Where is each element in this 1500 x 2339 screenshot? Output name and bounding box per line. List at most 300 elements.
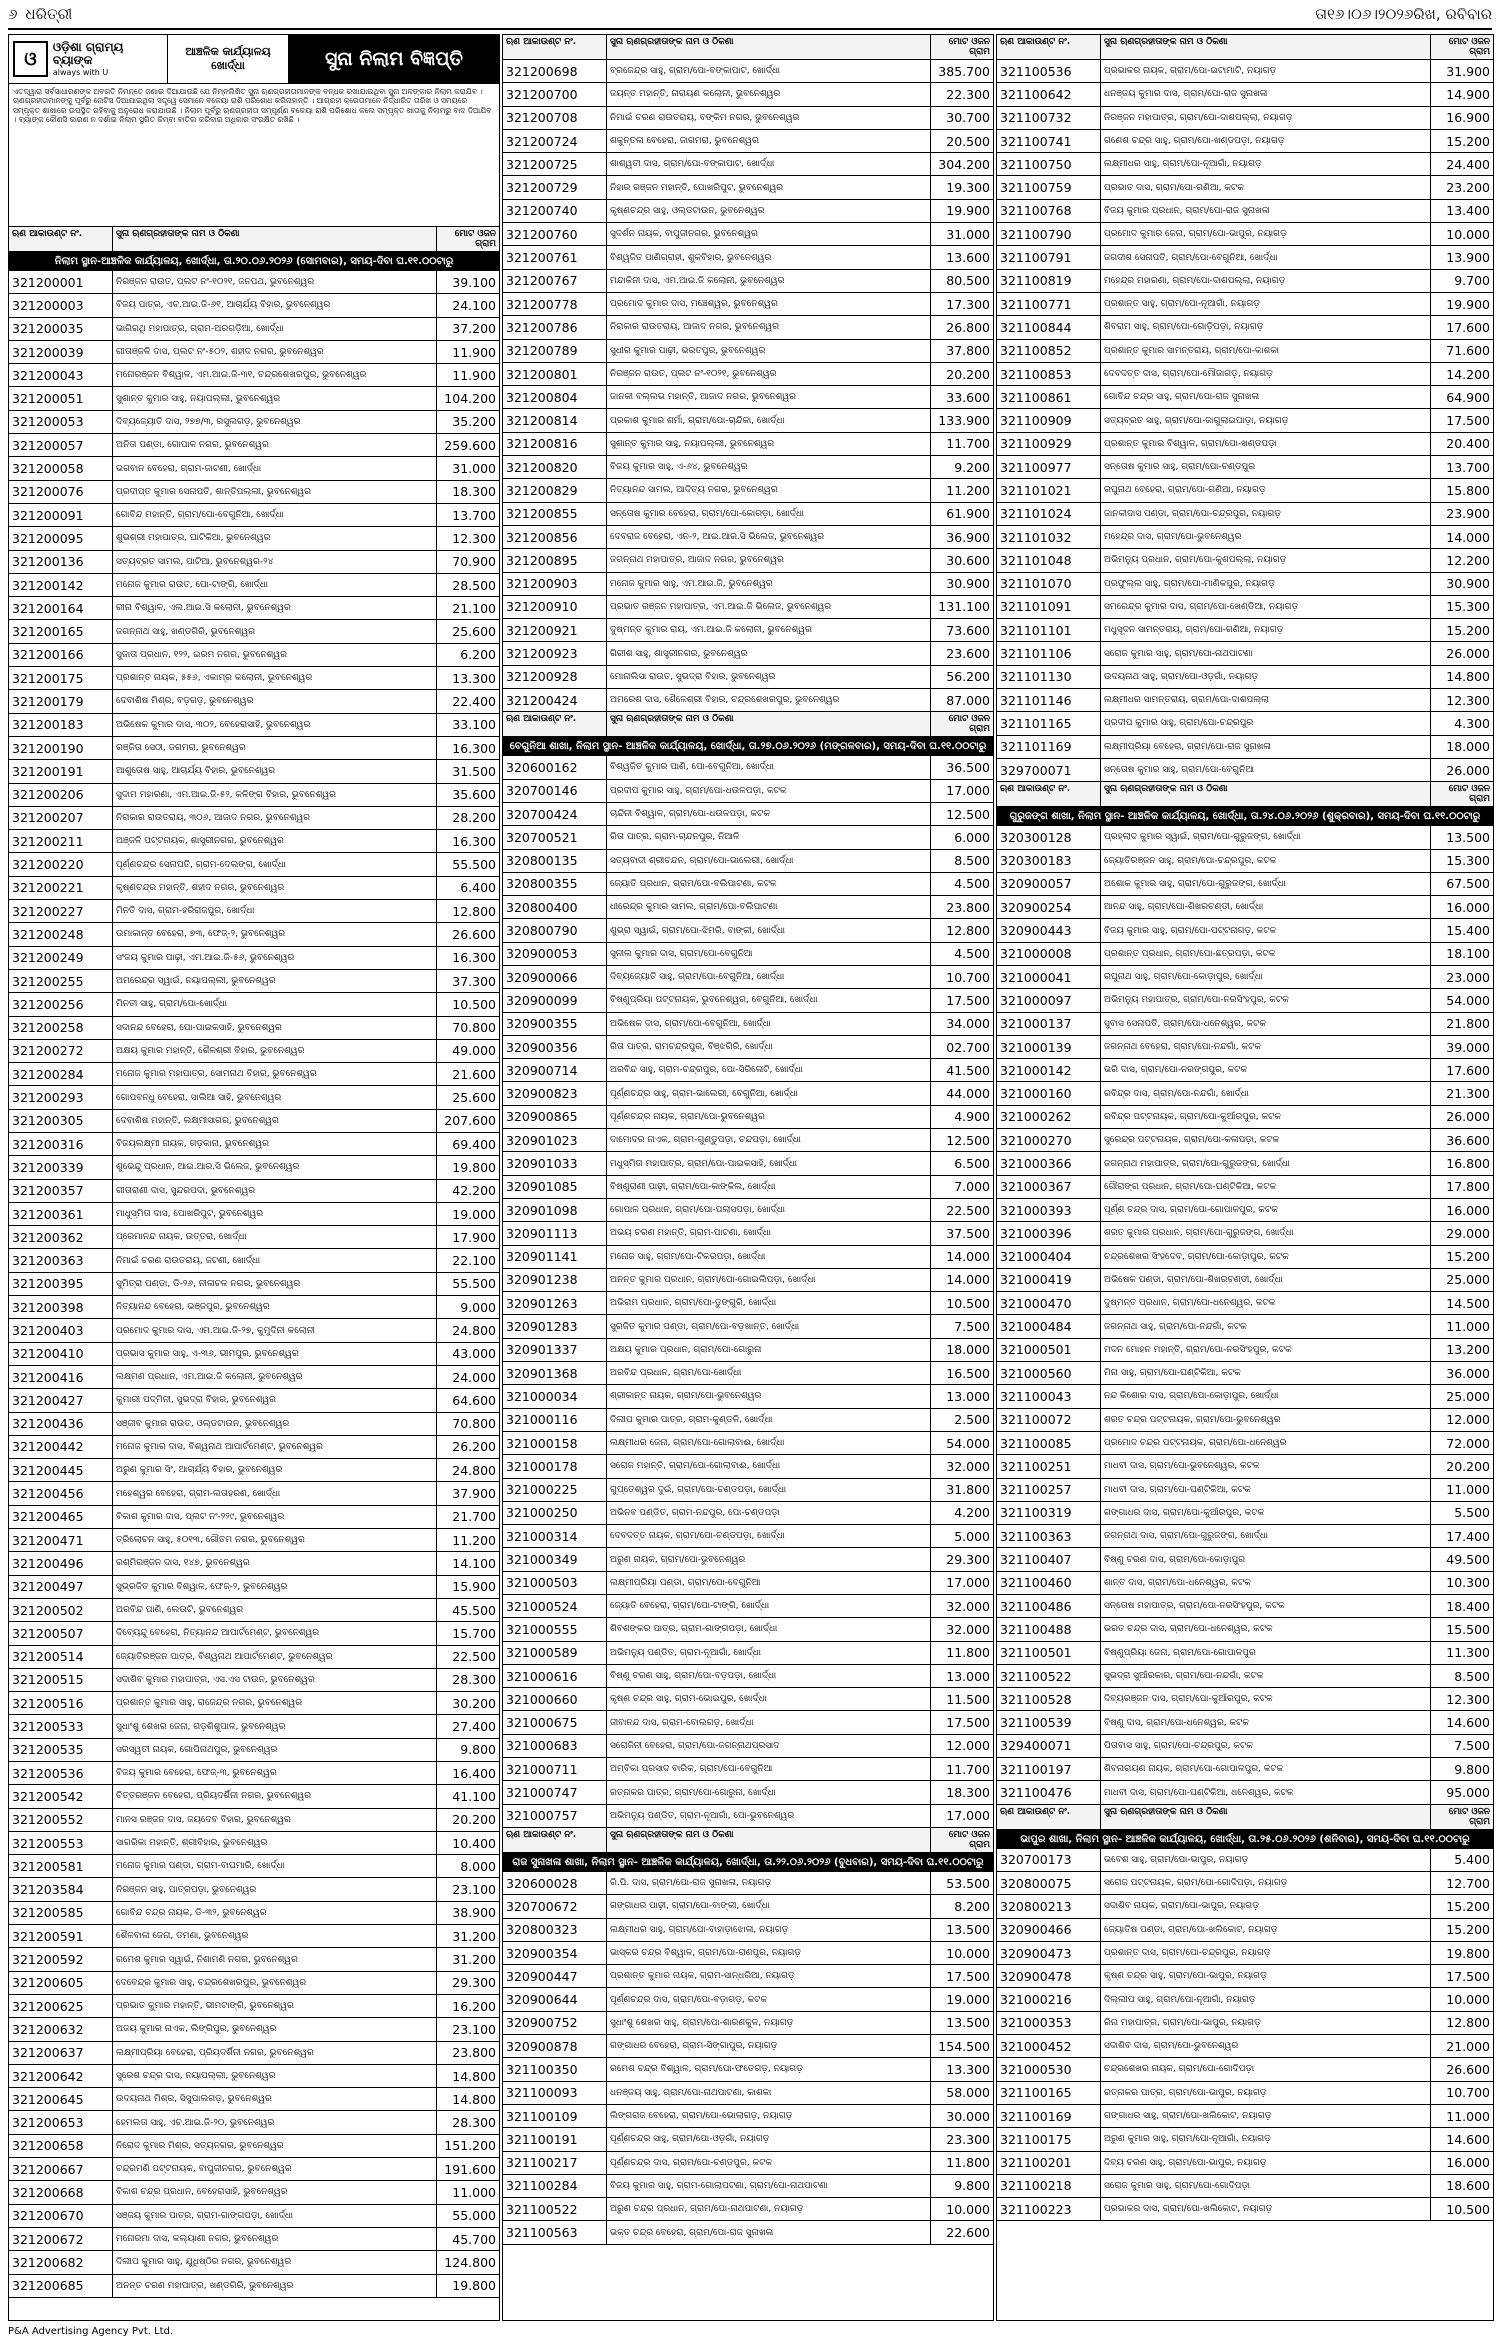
table-row <box>997 1595 1493 1618</box>
borrower-name-address: ସୁଶାନ୍ତ କୁମାର ସାହୁ, ନୟାପଲ୍ଲୀ, ଭୁବନେଶ୍ୱର <box>607 433 931 455</box>
bank-logo <box>9 35 168 83</box>
gold-weight: 58.000 <box>946 2085 990 2101</box>
gold-weight: 45.700 <box>452 2231 496 2247</box>
gold-weight: 11.000 <box>1446 2108 1490 2124</box>
account-number: 321200778 <box>503 293 607 315</box>
borrower-name-address: ସଞ୍ଜୟ କୁମାର ପାତ୍ର, ଗ୍ରାମ-ଗାଙ୍ଗପଡ଼ା, ଖୋର୍ଦ୍ଧା <box>113 2205 437 2227</box>
gold-weight: 26.000 <box>1446 1109 1490 1125</box>
gold-weight: 16.500 <box>946 1365 990 1381</box>
table-row <box>9 1459 499 1482</box>
account-number: 320900443 <box>997 919 1101 941</box>
borrower-name-address: ଅଶୋକ କୁମାର ସାହୁ, ଗ୍ରାମ/ପୋ-ଗୁରୁଜଙ୍ଗ, ଖୋର୍ଦ୍ଧା <box>1101 873 1431 895</box>
account-number: 321200357 <box>9 1180 113 1202</box>
account-number: 321200220 <box>9 853 113 875</box>
table-row <box>997 83 1493 106</box>
gold-weight: 31.900 <box>1446 63 1490 79</box>
account-number: 321101130 <box>997 666 1101 688</box>
account-number: 321100223 <box>997 2198 1101 2220</box>
account-number: 321100563 <box>503 2221 607 2243</box>
borrower-name-address: ରମେଶ କୁମାର ସ୍ୱାଇଁ, ନିଶାମଣି ନଗର, ଭୁବନେଶ୍ୱର <box>113 1948 437 1970</box>
borrower-name-address: ପ୍ରଶାନ୍ତ ନାୟକ, ୫୫୬, ଏକାମ୍ର କଲୋନୀ, ଭୁବନେଶ୍ୱର <box>113 667 437 689</box>
table-row <box>997 270 1493 293</box>
account-number: 321100085 <box>997 1432 1101 1454</box>
borrower-name-address: ଅରୁଣ କୁମାର ସାହୁ, ଗ୍ରାମ/ପୋ-ନୂଆଗାଁ, ନୟାଗଡ଼ <box>1101 2128 1431 2150</box>
account-number: 321101091 <box>997 596 1101 618</box>
table-row <box>503 1965 993 1988</box>
account-number: 321000711 <box>503 1758 607 1780</box>
account-number: 321200698 <box>503 60 607 82</box>
office-label: ଆଞ୍ଚଳିକ କାର୍ଯ୍ୟାଳୟ ଖୋର୍ଦ୍ଧା <box>168 35 289 83</box>
gold-weight: 12.300 <box>452 530 496 546</box>
gold-weight: 18.600 <box>1446 2178 1490 2194</box>
borrower-name-address: ରତ୍ନାକର ପାତ୍ର, ଗ୍ରାମ/ପୋ-ଗୋରୁନା, ଖୋର୍ଦ୍ଧା <box>607 1781 931 1803</box>
account-number: 321100819 <box>997 270 1101 292</box>
borrower-name-address: ଅରୁଣ ନାୟକ, ଗ୍ରାମ/ପୋ-ଭୁବନେଶ୍ୱର <box>607 1548 931 1570</box>
table-row <box>503 153 993 176</box>
table-row <box>997 1059 1493 1082</box>
borrower-name-address: ବିଜୟ କୁମାର ସାହୁ, ଗ୍ରାମ/ପୋ-ପଟ୍ଟନାଗଡ଼, କଟକ <box>1101 919 1431 941</box>
borrower-name-address: ଆନନ୍ଦ ସାହୁ, ଗ୍ରାମ/ପୋ-ଶିଖରଚଣ୍ଡୀ, ଖୋର୍ଦ୍ଧା <box>1101 896 1431 918</box>
account-number: 321000560 <box>997 1362 1101 1384</box>
gold-weight: 12.300 <box>1446 1691 1490 1707</box>
gold-weight: 14.500 <box>1446 1295 1490 1311</box>
gold-weight: 70.900 <box>452 554 496 570</box>
table-row <box>9 2065 499 2088</box>
account-number: 321100175 <box>997 2128 1101 2150</box>
borrower-name-address: ପ୍ରଶାନ୍ତ କୁମାର ସାହୁ, ରାଜେନ୍ଦ୍ର ନଗର, ଭୁବନେଶ୍ୱର <box>113 1692 437 1714</box>
borrower-name-address: ନିରଞ୍ଜନ ମହାପାତ୍ର, ଗ୍ରାମ/ପୋ-ଦାଶପଲ୍ଲା, ନୟାଗଡ଼ <box>1101 107 1431 129</box>
account-number: 321000589 <box>503 1642 607 1664</box>
gold-weight: 13.400 <box>1446 203 1490 219</box>
table-row <box>503 1618 993 1641</box>
gold-weight: 25.600 <box>452 624 496 640</box>
gold-weight: 17.400 <box>1446 1528 1490 1544</box>
account-number: 321200542 <box>9 1785 113 1807</box>
gold-weight: 15.700 <box>452 1625 496 1641</box>
borrower-name-address: ଅକ୍ଷୟ କୁମାର ପ୍ରଧାନ, ଗ୍ରାମ/ପୋ-ଗୋରୁନା <box>607 1339 931 1361</box>
gold-weight: 12.500 <box>946 806 990 822</box>
gold-weight: 49.500 <box>1446 1552 1490 1568</box>
borrower-name-address: ଜଗନ୍ନାଥ ଦାସ, ଗ୍ରାମ/ପୋ-ଗୁରୁଜଙ୍ଗ, ଖୋର୍ଦ୍ଧା <box>1101 1525 1431 1547</box>
table-row <box>9 2275 499 2298</box>
gold-weight: 64.900 <box>1446 389 1490 405</box>
table-row <box>503 1988 993 2011</box>
account-number: 321000393 <box>997 1199 1101 1221</box>
account-number: 320901113 <box>503 1222 607 1244</box>
account-number: 321000034 <box>503 1385 607 1407</box>
account-number: 321000250 <box>503 1502 607 1524</box>
account-number: 321200256 <box>9 993 113 1015</box>
account-number: 320900447 <box>503 1965 607 1987</box>
account-number: 321100642 <box>997 83 1101 105</box>
borrower-name-address: ସରୋଜ କୁମାର ସାହୁ, ଗ୍ରାମ/ପୋ-ଗୋଦିପଡ଼ା <box>1101 2175 1431 2197</box>
gold-weight: 10.000 <box>1446 226 1490 242</box>
table-row <box>997 2082 1493 2105</box>
borrower-name-address: ରିନା ମହାପାତ୍ର, ଗ୍ରାମ/ପୋ-ଭାପୁର, ନୟାଗଡ଼ <box>1101 2012 1431 2034</box>
gold-weight: 4.500 <box>954 946 990 962</box>
account-number: 321000530 <box>997 2058 1101 2080</box>
borrower-name-address: ମହେଶ୍ୱର ବେହେରା, ଗ୍ରାମ-ଲତାହରଣ, ଖୋର୍ଦ୍ଧା <box>113 1482 437 1504</box>
gold-weight: 13.900 <box>1446 250 1490 266</box>
gold-weight: 11.000 <box>452 2184 496 2200</box>
borrower-name-address: ବିଷ୍ଣୁ ଦାସ, ଗ୍ରାମ/ପୋ-ଧନେଶ୍ୱର, କଟକ <box>1101 1711 1431 1733</box>
borrower-name-address: ସୁରଜିତ କୁମାର ପଣ୍ଡା, ଗ୍ରାମ/ପୋ-ବଡ଼ଖାନ୍ତ, ଖୋର୍ଦ୍ଧା <box>607 1315 931 1337</box>
gold-weight: 17.600 <box>1446 319 1490 335</box>
borrower-name-address: ପ୍ରହ୍ଲାଦ କୁମାର ସ୍ୱାଇଁ, ଗ୍ରାମ/ପୋ-ଗୁରୁଜଙ୍ଗ, ଖୋର୍ଦ୍ଧା <box>1101 826 1431 848</box>
gold-weight: 16.000 <box>1446 1202 1490 1218</box>
account-number: 321200670 <box>9 2205 113 2227</box>
table-row <box>503 223 993 246</box>
gold-weight: 39.000 <box>1446 1039 1490 1055</box>
table-row <box>997 1688 1493 1711</box>
table-row <box>503 873 993 896</box>
account-number: 321100350 <box>503 2058 607 2080</box>
account-number: 320800400 <box>503 896 607 918</box>
account-number: 320900466 <box>997 1919 1101 1941</box>
gold-weight: 9.800 <box>460 1742 496 1758</box>
borrower-name-address: ଅଭିନବ ପଣ୍ଡିତ, ଗ୍ରାମ-ନନ୍ଦପୁର, ପୋ-ଚଣ୍ଡପଡ଼ା <box>607 1502 931 1524</box>
account-number: 321200456 <box>9 1482 113 1504</box>
gold-weight: 15.800 <box>1446 482 1490 498</box>
gold-weight: 17.500 <box>946 1968 990 1984</box>
table-row <box>9 2042 499 2065</box>
gold-weight: 11.200 <box>452 1532 496 1548</box>
borrower-name-address: ଗୋବିନ୍ଦ ମହାନ୍ତି, ଗ୍ରାମ/ପୋ-ବେଗୁନିଆ, ଖୋର୍ଦ୍ଧା <box>113 504 437 526</box>
branch-auction-banner: ରାଜ ସୁନାଖଳା ଶାଖା, ନିଲାମ ସ୍ଥାନ- ଆଞ୍ଚଳିକ କାର୍ଯ୍ୟାଳୟ, ଖୋର୍ଦ୍ଧା, ତା.୨୨.୦୬.୨୦୨୬ (ବୁଧବାର), ସମୟ-ଦିବା ଘ.୧୧.୦୦ଟାରୁ <box>503 1853 993 1872</box>
gold-weight: 55.500 <box>452 857 496 873</box>
borrower-name-address: ଦାମୋଦର ନାଏକ, ଗ୍ରାମ-ଗୁଣ୍ଡୁପଡ଼ା, ଚନ୍ଦପଡ଼ା, ଖୋର୍ଦ୍ଧା <box>607 1129 931 1151</box>
gold-weight: 9.700 <box>1454 273 1490 289</box>
borrower-name-address: ବିଷ୍ଣୁପ୍ରିୟା ଜେନା, ଗ୍ରାମ/ପୋ-ଗୋପାଳପୁର <box>1101 1642 1431 1664</box>
gold-weight: 15.200 <box>1446 1249 1490 1265</box>
table-row <box>503 1642 993 1665</box>
table-row <box>503 456 993 479</box>
borrower-name-address: କୃଷ୍ଣଚନ୍ଦ୍ର ମହାନ୍ତି, ଶହୀଦ ନଗର, ଭୁବନେଶ୍ୱର <box>113 877 437 899</box>
account-number: 321100536 <box>997 60 1101 82</box>
gold-weight: 37.300 <box>452 973 496 989</box>
gold-weight: 26.600 <box>452 926 496 942</box>
borrower-name-address: ସାଗରିକା ମହାନ୍ତି, ଶ୍ରୀବିହାର, ଭୁବନେଶ୍ୱର <box>113 1832 437 1854</box>
account-number: 321200535 <box>9 1739 113 1761</box>
table-row <box>997 619 1493 642</box>
table-row <box>997 1849 1493 1872</box>
gold-weight: 16.300 <box>452 740 496 756</box>
table-row <box>503 689 993 712</box>
account-number: 321200248 <box>9 923 113 945</box>
bank-logo-icon: ଓ <box>13 41 48 77</box>
table-row <box>503 1735 993 1758</box>
borrower-name-address: ଅନନ୍ତ କୁମାର ପ୍ରଧାନ, ଗ୍ରାମ/ପୋ-ଗୋଇଲିପଡ଼ା, ଖୋର୍ଦ୍ଧା <box>607 1269 931 1291</box>
table-row <box>997 1339 1493 1362</box>
gold-weight: 17.600 <box>1446 1062 1490 1078</box>
gold-weight: 69.400 <box>452 1136 496 1152</box>
account-number: 320900053 <box>503 943 607 965</box>
gold-weight: 18.000 <box>946 1342 990 1358</box>
gold-weight: 13.000 <box>946 1388 990 1404</box>
borrower-name-address: ମହେନ୍ଦ୍ର ଦାସ, ଗ୍ରାମ/ପୋ-ଭୁବନେଶ୍ୱର <box>1101 526 1431 548</box>
account-number: 321200514 <box>9 1646 113 1668</box>
account-number: 321200814 <box>503 409 607 431</box>
gold-weight: 16.200 <box>452 1998 496 2014</box>
account-number: 321100217 <box>503 2152 607 2174</box>
gold-weight: 31.200 <box>452 1928 496 1944</box>
account-number: 321100218 <box>997 2175 1101 2197</box>
table-row <box>997 479 1493 502</box>
borrower-name-address: ସତ୍ୟବ୍ରତ ସାହୁ, ଗ୍ରାମ/ପୋ-ଜାଗୁଲାଇପାଡ଼ା, ନୟାଗଡ଼ <box>1101 409 1431 431</box>
table-row <box>503 1315 993 1338</box>
borrower-name-address: ଲକ୍ଷ୍ମୀଧର ସାହୁ, ଗ୍ରାମ/ପୋ-ନୂଆଗାଁ, ନୟାଗଡ଼ <box>1101 153 1431 175</box>
gold-weight: 154.500 <box>938 2038 990 2054</box>
table-row <box>997 2035 1493 2058</box>
gold-weight: 14.000 <box>1446 529 1490 545</box>
borrower-name-address: ଶିବନାରାୟଣ ନାୟକ, ଗ୍ରାମ/ପୋ-ଗୋପାଳପୁର, କଟକ <box>1101 1758 1431 1780</box>
table-row <box>997 246 1493 269</box>
header-weight: ମୋଟ ଓଜନ ଗ୍ରାମ <box>948 714 990 735</box>
account-number: 321200190 <box>9 737 113 759</box>
gold-weight: 10.000 <box>1446 1992 1490 2008</box>
borrower-name-address: ଗୋବିନ୍ଦ ଚନ୍ଦ୍ର ସାହୁ, ଗ୍ରାମ/ପୋ-ରାଜ ସୁନାଖଳା <box>1101 386 1431 408</box>
table-row <box>997 60 1493 83</box>
account-number: 320800213 <box>997 1895 1101 1917</box>
table-row <box>9 853 499 876</box>
gold-weight: 22.400 <box>452 693 496 709</box>
gold-weight: 14.800 <box>1446 669 1490 685</box>
gold-weight: 6.000 <box>954 829 990 845</box>
account-number: 321200211 <box>9 830 113 852</box>
table-row <box>9 620 499 643</box>
gold-weight: 17.000 <box>946 783 990 799</box>
gold-weight: 31.200 <box>452 1952 496 1968</box>
account-number: 321101106 <box>997 642 1101 664</box>
borrower-name-address: ଗଙ୍ଗାଧର ପାଢ଼ୀ, ଗ୍ରାମ/ପୋ-ବାଙ୍କୀ, ଖୋର୍ଦ୍ଧା <box>607 1895 931 1917</box>
table-row <box>503 1595 993 1618</box>
table-row <box>9 1133 499 1156</box>
column-2 <box>502 34 994 2321</box>
table-row <box>997 873 1493 896</box>
borrower-name-address: ପ୍ରଭାସ କୁମାର ସାହୁ, ଏ-୩୬, ଭୀମପୁର, ଭୁବନେଶ୍ୱର <box>113 1343 437 1365</box>
gold-weight: 385.700 <box>938 63 990 79</box>
account-number: 321200249 <box>9 947 113 969</box>
account-number: 321200658 <box>9 2135 113 2157</box>
borrower-name-address: ଲକ୍ଷ୍ମୀଧର ସାହୁ, ଗ୍ରାମ/ପୋ-ବାହାଡ଼ାଝୋଳା, ନୟାଗଡ଼ <box>607 1919 931 1941</box>
gold-weight: 64.600 <box>452 1392 496 1408</box>
borrower-name-address: କୁମାରୀ ପଦ୍ମିନୀ, ସୁଭଦ୍ରା ବିହାର, ଭୁବନେଶ୍ୱର <box>113 1389 437 1411</box>
account-number: 321100909 <box>997 409 1101 431</box>
account-number: 321100201 <box>997 2152 1101 2174</box>
borrower-name-address: ପ୍ରମୋଦ ଚନ୍ଦ୍ର ପଟ୍ଟନାୟକ, ଗ୍ରାମ/ପୋ-ଧନେଶ୍ୱର <box>1101 1432 1431 1454</box>
table-row <box>9 2018 499 2041</box>
borrower-name-address: ଅକ୍ଷୟ କୁମାର ମହାନ୍ତି, ଶୈଳଶ୍ରୀ ବିହାର, ଭୁବନେଶ୍ୱର <box>113 1040 437 1062</box>
account-number: 321000757 <box>503 1805 607 1827</box>
account-number: 321200801 <box>503 363 607 385</box>
table-row <box>503 2035 993 2058</box>
gold-weight: 28.500 <box>452 577 496 593</box>
borrower-name-address: ପୂର୍ଣ୍ଣଚନ୍ଦ୍ର ସାହୁ, ଗ୍ରାମ-ଭାଲେରୀ, ବେଗୁନିଆ, ଖୋର୍ଦ୍ଧା <box>607 1082 931 1104</box>
gold-weight: 5.000 <box>954 1528 990 1544</box>
gold-weight: 4.200 <box>954 1505 990 1521</box>
gold-weight: 24.800 <box>452 1462 496 1478</box>
gold-weight: 11.200 <box>946 482 990 498</box>
gold-weight: 19.800 <box>452 1159 496 1175</box>
gold-weight: 13.500 <box>1446 829 1490 845</box>
table-row <box>997 549 1493 572</box>
borrower-name-address: ନିରଞ୍ଜନ ରାଉତ, ପ୍ଲଟ ନଂ-୧୦୨୧, ଜନପଥ, ଭୁବନେଶ୍ୱର <box>113 271 437 293</box>
table-row <box>503 246 993 269</box>
table-row <box>997 340 1493 363</box>
table-row <box>503 619 993 642</box>
gold-weight: 33.100 <box>452 717 496 733</box>
table-row <box>503 433 993 456</box>
gold-weight: 31.800 <box>946 1482 990 1498</box>
header-weight: ମୋଟ ଓଜନ ଗ୍ରାମ <box>454 229 496 249</box>
borrower-name-address: ଅଞ୍ଜଳି ପଟ୍ଟନାୟକ, ଶାସ୍ତ୍ରୀନଗର, ଭୁବନେଶ୍ୱର <box>113 830 437 852</box>
gold-weight: 17.300 <box>946 296 990 312</box>
account-number: 321000262 <box>997 1106 1101 1128</box>
account-number: 321200502 <box>9 1599 113 1621</box>
gold-weight: 15.900 <box>452 1579 496 1595</box>
column-1-body <box>9 227 499 2298</box>
account-number: 321200272 <box>9 1040 113 1062</box>
table-row <box>997 1292 1493 1315</box>
borrower-name-address: ରବିନ୍ଦ୍ର ପଟ୍ଟନାୟକ, ଗ୍ରାମ/ପୋ-କୁଆଁରପୁର, କଟକ <box>1101 1106 1431 1128</box>
gold-weight: 30.000 <box>946 2108 990 2124</box>
account-number: 320300128 <box>997 826 1101 848</box>
table-row <box>9 271 499 294</box>
table-row <box>503 1129 993 1152</box>
table-row <box>997 826 1493 849</box>
borrower-name-address: ମନୋଜ କୁମାର ପଣ୍ଡା, ଗ୍ରାମ-ବାଘମାରି, ଖୋର୍ଦ୍ଧା <box>113 1855 437 1877</box>
borrower-name-address: ଗଣେଶ ଚନ୍ଦ୍ର ସାହୁ, ଗ୍ରାମ/ପୋ-ଖଣ୍ଡପଡ଼ା, ନୟାଗଡ଼ <box>1101 130 1431 152</box>
account-number: 321200191 <box>9 760 113 782</box>
borrower-name-address: ସୁନୀଲ କୁମାର ଦାସ, ଗ୍ରାମ/ପୋ-ବେଗୁନିଆ <box>607 943 931 965</box>
gold-weight: 23.800 <box>946 899 990 915</box>
table-row <box>503 270 993 293</box>
borrower-name-address: ଅଭିଷେକ ପଣ୍ଡା, ଗ୍ରାମ/ପୋ-ଶିଖରଚଣ୍ଡୀ, ଖୋର୍ଦ୍ଧା <box>1101 1269 1431 1291</box>
borrower-name-address: ସମରେନ୍ଦ୍ର କୁମାର ଦାସ, ଗ୍ରାମ/ପୋ-ଖେଣ୍ଡିଆ, ନୟାଗଡ଼ <box>1101 596 1431 618</box>
gold-weight: 37.200 <box>452 321 496 337</box>
account-number: 321000503 <box>503 1572 607 1594</box>
account-number: 321200362 <box>9 1226 113 1248</box>
table-row <box>997 1432 1493 1455</box>
table-row <box>9 1995 499 2018</box>
borrower-name-address: ନିରୋଦ କୁମାର ମିଶ୍ର, ସତ୍ୟନଗର, ଭୁବନେଶ୍ୱର <box>113 2135 437 2157</box>
gold-weight: 17.500 <box>946 992 990 1008</box>
account-number: 321200605 <box>9 1972 113 1994</box>
borrower-name-address: ନିତ୍ୟାନନ୍ଦ ବେହେରା, ଭଞ୍ଜପୁର, ଭୁବନେଶ୍ୱର <box>113 1296 437 1318</box>
gold-weight: 8.200 <box>954 1898 990 1914</box>
borrower-name-address: ଅଭୟ ଚରଣ ମହାନ୍ତି, ଗ୍ରାମ-ପାଟଣା, ଖୋର୍ଦ୍ଧା <box>607 1222 931 1244</box>
account-number: 321100929 <box>997 433 1101 455</box>
table-row <box>503 826 993 849</box>
account-number: 321200293 <box>9 1086 113 1108</box>
table-row <box>503 1525 993 1548</box>
table-row <box>997 1942 1493 1965</box>
gold-weight: 17.500 <box>946 1715 990 1731</box>
borrower-name-address: ପ୍ରଶାନ୍ତ ଦାସ, ଗ୍ରାମ/ପୋ-ଚନ୍ଦ୍ରପୁର, ନୟାଗଡ଼ <box>1101 1942 1431 1964</box>
account-number: 321200255 <box>9 970 113 992</box>
account-number: 321200497 <box>9 1576 113 1598</box>
gold-weight: 37.900 <box>452 1486 496 1502</box>
branch-auction-banner: ଭାପୁର ଶାଖା, ନିଲାମ ସ୍ଥାନ- ଆଞ୍ଚଳିକ କାର୍ଯ୍ୟାଳୟ, ଖୋର୍ଦ୍ଧା, ତା.୨୫.୦୬.୨୦୨୬ (ଶନିବାର), ସମୟ-ଦିବା ଘ.୧୧.୦୦ଟାରୁ <box>997 1830 1493 1849</box>
bank-tagline: always with U <box>52 68 109 78</box>
table-row <box>997 1129 1493 1152</box>
gold-weight: 16.300 <box>452 833 496 849</box>
table-row <box>9 1319 499 1342</box>
borrower-name-address: ଦିବ୍ୟେନ୍ଦୁ ବେହେରା, ନିତ୍ୟାନନ୍ଦ ଆପାର୍ଟମେଣ୍ଟ, ଭୁବନେଶ୍ୱର <box>113 1622 437 1644</box>
borrower-name-address: ପୂର୍ଣ୍ଣଚନ୍ଦ୍ର ସେନାପତି, ଗ୍ରାମ-ଦେଲଙ୍ଗ, ଖୋର୍ଦ୍ଧା <box>113 853 437 875</box>
table-row <box>997 1246 1493 1269</box>
table-row <box>503 850 993 873</box>
account-number: 320900473 <box>997 1942 1101 1964</box>
borrower-name-address: ଅଜୟ କୁମାର ନାଏକ, ଲିଙ୍ଗିପୁର, ଭୁବନେଶ୍ୱର <box>113 2018 437 2040</box>
account-number: 320901141 <box>503 1246 607 1268</box>
account-number: 321100476 <box>997 1781 1101 1803</box>
account-number: 321100284 <box>503 2175 607 2197</box>
gold-weight: 12.800 <box>1446 2015 1490 2031</box>
account-number: 321100732 <box>997 107 1101 129</box>
borrower-name-address: ଭରି ଦାସ, ଗ୍ରାମ/ପୋ-ନରଙ୍ଗପୁର, କଟକ <box>1101 1059 1431 1081</box>
borrower-name-address: ବିଷ୍ଣୁପ୍ରିୟା ପଟ୍ଟନାୟକ, ଭୁବନେଶ୍ୱର, ବେଗୁନିଆ, ଖୋର୍ଦ୍ଧା <box>607 989 931 1011</box>
borrower-name-address: ପ୍ରଫୁଲ୍ଲ ସାହୁ, ଗ୍ରାମ/ପୋ-ମାଣିକପୁର, ନୟାଗଡ଼ <box>1101 573 1431 595</box>
account-number: 320900254 <box>997 896 1101 918</box>
borrower-name-address: ଦେବାଶିଷ ମିଶ୍ର, ବଡ଼ଗଡ଼, ଭୁବନେଶ୍ୱର <box>113 690 437 712</box>
gold-weight: 12.000 <box>1446 1412 1490 1428</box>
borrower-name-address: ମନୋଜ କୁମାର ସାହୁ, ଏମ.ଆଇ.ଜି, ଭୁବନେଶ୍ୱର <box>607 573 931 595</box>
borrower-name-address: ଜାନକୀ ବଲ୍ଲଭ ମହାନ୍ତି, ଆଜାଦ ନଗର, ଭୁବନେଶ୍ୱର <box>607 386 931 408</box>
borrower-name-address: ଶରତ ଚନ୍ଦ୍ର ପଟ୍ଟନାୟକ, ଗ୍ରାମ/ପୋ-ଭୁବନେଶ୍ୱର <box>1101 1409 1431 1431</box>
table-row <box>9 387 499 410</box>
gold-weight: 55.500 <box>452 1276 496 1292</box>
account-number: 321200051 <box>9 387 113 409</box>
branch-auction-banner: ବେଗୁନିଆ ଶାଖା, ନିଲାମ ସ୍ଥାନ- ଆଞ୍ଚଳିକ କାର୍ଯ୍ୟାଳୟ, ଖୋର୍ଦ୍ଧା, ତା.୨୭.୦୬.୨୦୨୬ (ମଙ୍ଗଳବାର), ସମୟ-ଦିବା ଘ.୧୧.୦୦ଟାରୁ <box>503 737 993 756</box>
borrower-name-address: ପ୍ରମୋଦ କୁମାର ଜେନା, ଗ୍ରାମ/ପୋ-ଭାପୁର, ନୟାଗଡ଼ <box>1101 223 1431 245</box>
borrower-name-address: ମନୋଜ କୁମାର ରାଉତ, ପୋ-ଟାଙ୍ଗି, ଖୋର୍ଦ୍ଧା <box>113 574 437 596</box>
table-row <box>997 689 1493 712</box>
table-row <box>9 1832 499 1855</box>
account-number: 321200515 <box>9 1669 113 1691</box>
table-row <box>997 176 1493 199</box>
borrower-name-address: ତ୍ରିଲୋଚନ ସାହୁ, ୫୦୧୩, ଗୌତମ ନଗର, ଭୁବନେଶ୍ୱର <box>113 1529 437 1551</box>
account-number: 321200227 <box>9 900 113 922</box>
borrower-name-address: ମିନା ସାହୁ, ଗ୍ରାମ/ପୋ-ଘଣ୍ଟିକିଆ, କଟକ <box>1101 1362 1431 1384</box>
newspaper-name: ଧରିତ୍ରୀ <box>25 5 73 23</box>
table-row <box>503 1432 993 1455</box>
borrower-name-address: ବ୍ରଜେନ୍ଦ୍ର ସାହୁ, ଗ୍ରାମ/ପୋ-ବଙ୍କାପାଟ, ଖୋର୍ଦ୍ଧା <box>607 60 931 82</box>
gold-weight: 15.400 <box>1446 923 1490 939</box>
table-row <box>997 1106 1493 1129</box>
gold-weight: 13.000 <box>946 1668 990 1684</box>
borrower-name-address: ଦେବରାଜ ବେହେରା, ଏନ-୨, ଆଇ.ଆର.ସି ଭିଲେଜ, ଭୁବନେଶ୍ୱର <box>607 526 931 548</box>
borrower-name-address: ଶୁଭେନ୍ଦୁ ପ୍ରଧାନ, ଆଇ.ଆର.ସି ଭିଲେଜ, ଭୁବନେଶ୍ୱର <box>113 1156 437 1178</box>
account-number: 321200591 <box>9 1925 113 1947</box>
borrower-name-address: ଗୋପବନ୍ଧୁ ବେହେରା, ସାଲିଆ ସାହି, ଭୁବନେଶ୍ୱର <box>113 1086 437 1108</box>
table-row <box>997 1036 1493 1059</box>
gold-weight: 6.400 <box>460 880 496 896</box>
table-row <box>997 1548 1493 1571</box>
table-row <box>9 2228 499 2251</box>
gold-weight: 259.600 <box>444 437 496 453</box>
account-number: 321000353 <box>997 2012 1101 2034</box>
gold-weight: 9.000 <box>460 1299 496 1315</box>
gold-weight: 95.000 <box>1446 1785 1490 1801</box>
gold-weight: 44.000 <box>946 1086 990 1102</box>
borrower-name-address: ନିମାଇଁ ଚରଣ ରାଉତରାୟ, ବଙ୍କିମ ନଗର, ଭୁବନେଶ୍ୱର <box>607 107 931 129</box>
gold-weight: 12.800 <box>452 903 496 919</box>
table-row <box>9 1063 499 1086</box>
borrower-name-address: ଜ୍ୟୋତିରଞ୍ଜନ ସାହୁ, ଗ୍ରାମ/ପୋ-ଚନ୍ଦ୍ରପୁର, କଟକ <box>1101 850 1431 872</box>
gold-weight: 21.300 <box>1446 1086 1490 1102</box>
table-row <box>997 1781 1493 1804</box>
